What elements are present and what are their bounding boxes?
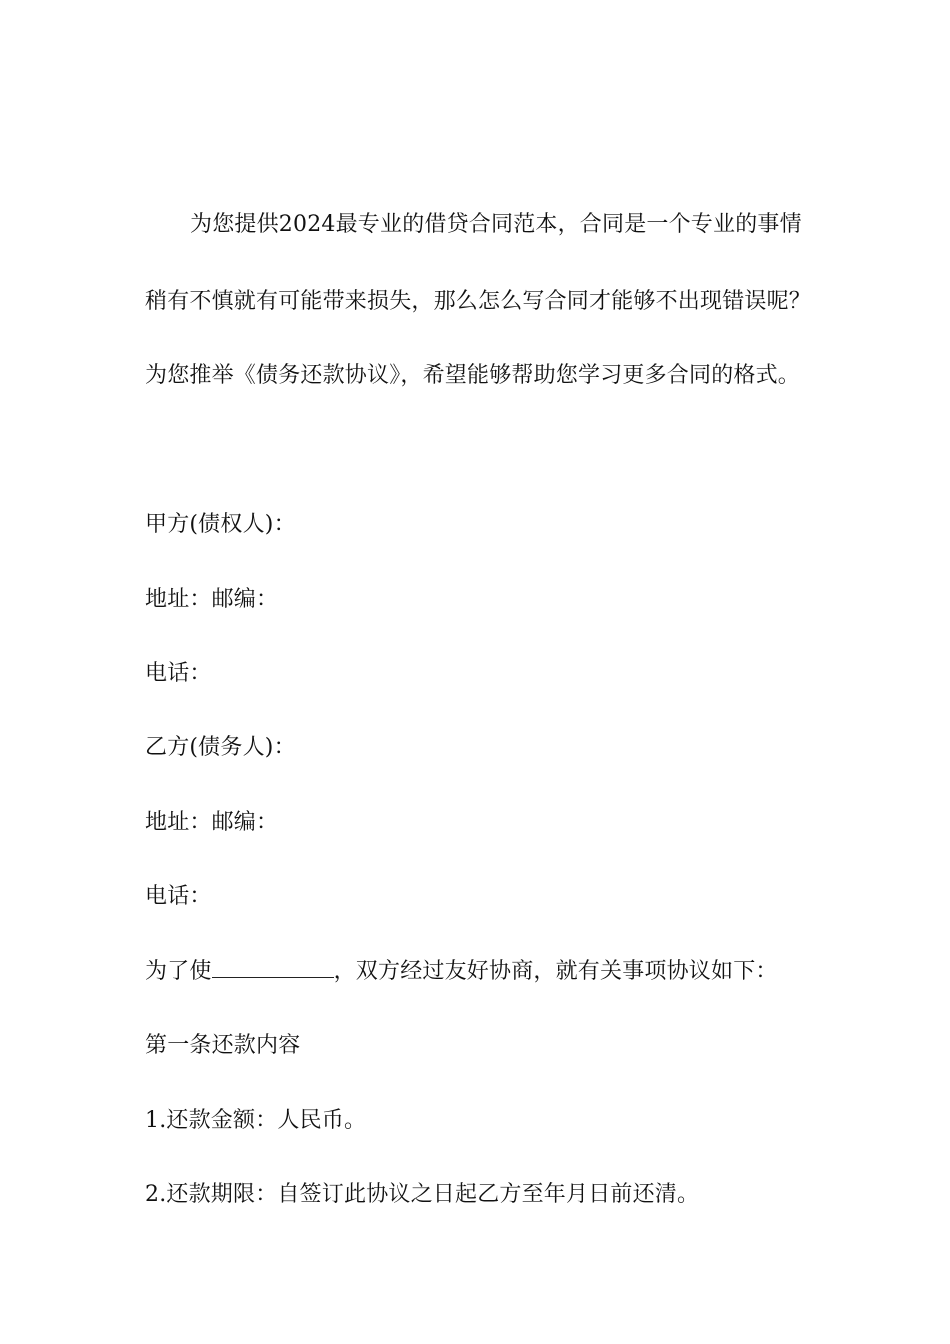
party-a-address: 地址：邮编： [145, 587, 279, 612]
party-b-label: 乙方(债务人)： [145, 735, 296, 760]
article-1-item-1: 1.还款金额：人民币。 [145, 1108, 367, 1133]
purpose-prefix: 为了使 [145, 959, 212, 984]
purpose-suffix: ，双方经过友好协商，就有关事项协议如下： [333, 959, 778, 984]
intro-line-1: 为您提供2024最专业的借贷合同范本，合同是一个专业的事情 [190, 212, 802, 237]
purpose-clause [145, 957, 778, 987]
article-1-title: 第一条还款内容 [145, 1033, 301, 1058]
intro-line-3: 为您推举《债务还款协议》，希望能够帮助您学习更多合同的格式。 [145, 363, 801, 388]
party-b-phone: 电话： [145, 884, 212, 909]
party-a-label: 甲方(债权人)： [145, 512, 296, 537]
intro-line-2: 稍有不慎就有可能带来损失，那么怎么写合同才能够不出现错误呢？ [145, 289, 812, 314]
fill-in-blank [212, 959, 334, 978]
article-1-item-2: 2.还款期限：自签订此协议之日起乙方至年月日前还清。 [145, 1182, 700, 1207]
party-b-address: 地址：邮编： [145, 810, 279, 835]
party-a-phone: 电话： [145, 661, 212, 686]
